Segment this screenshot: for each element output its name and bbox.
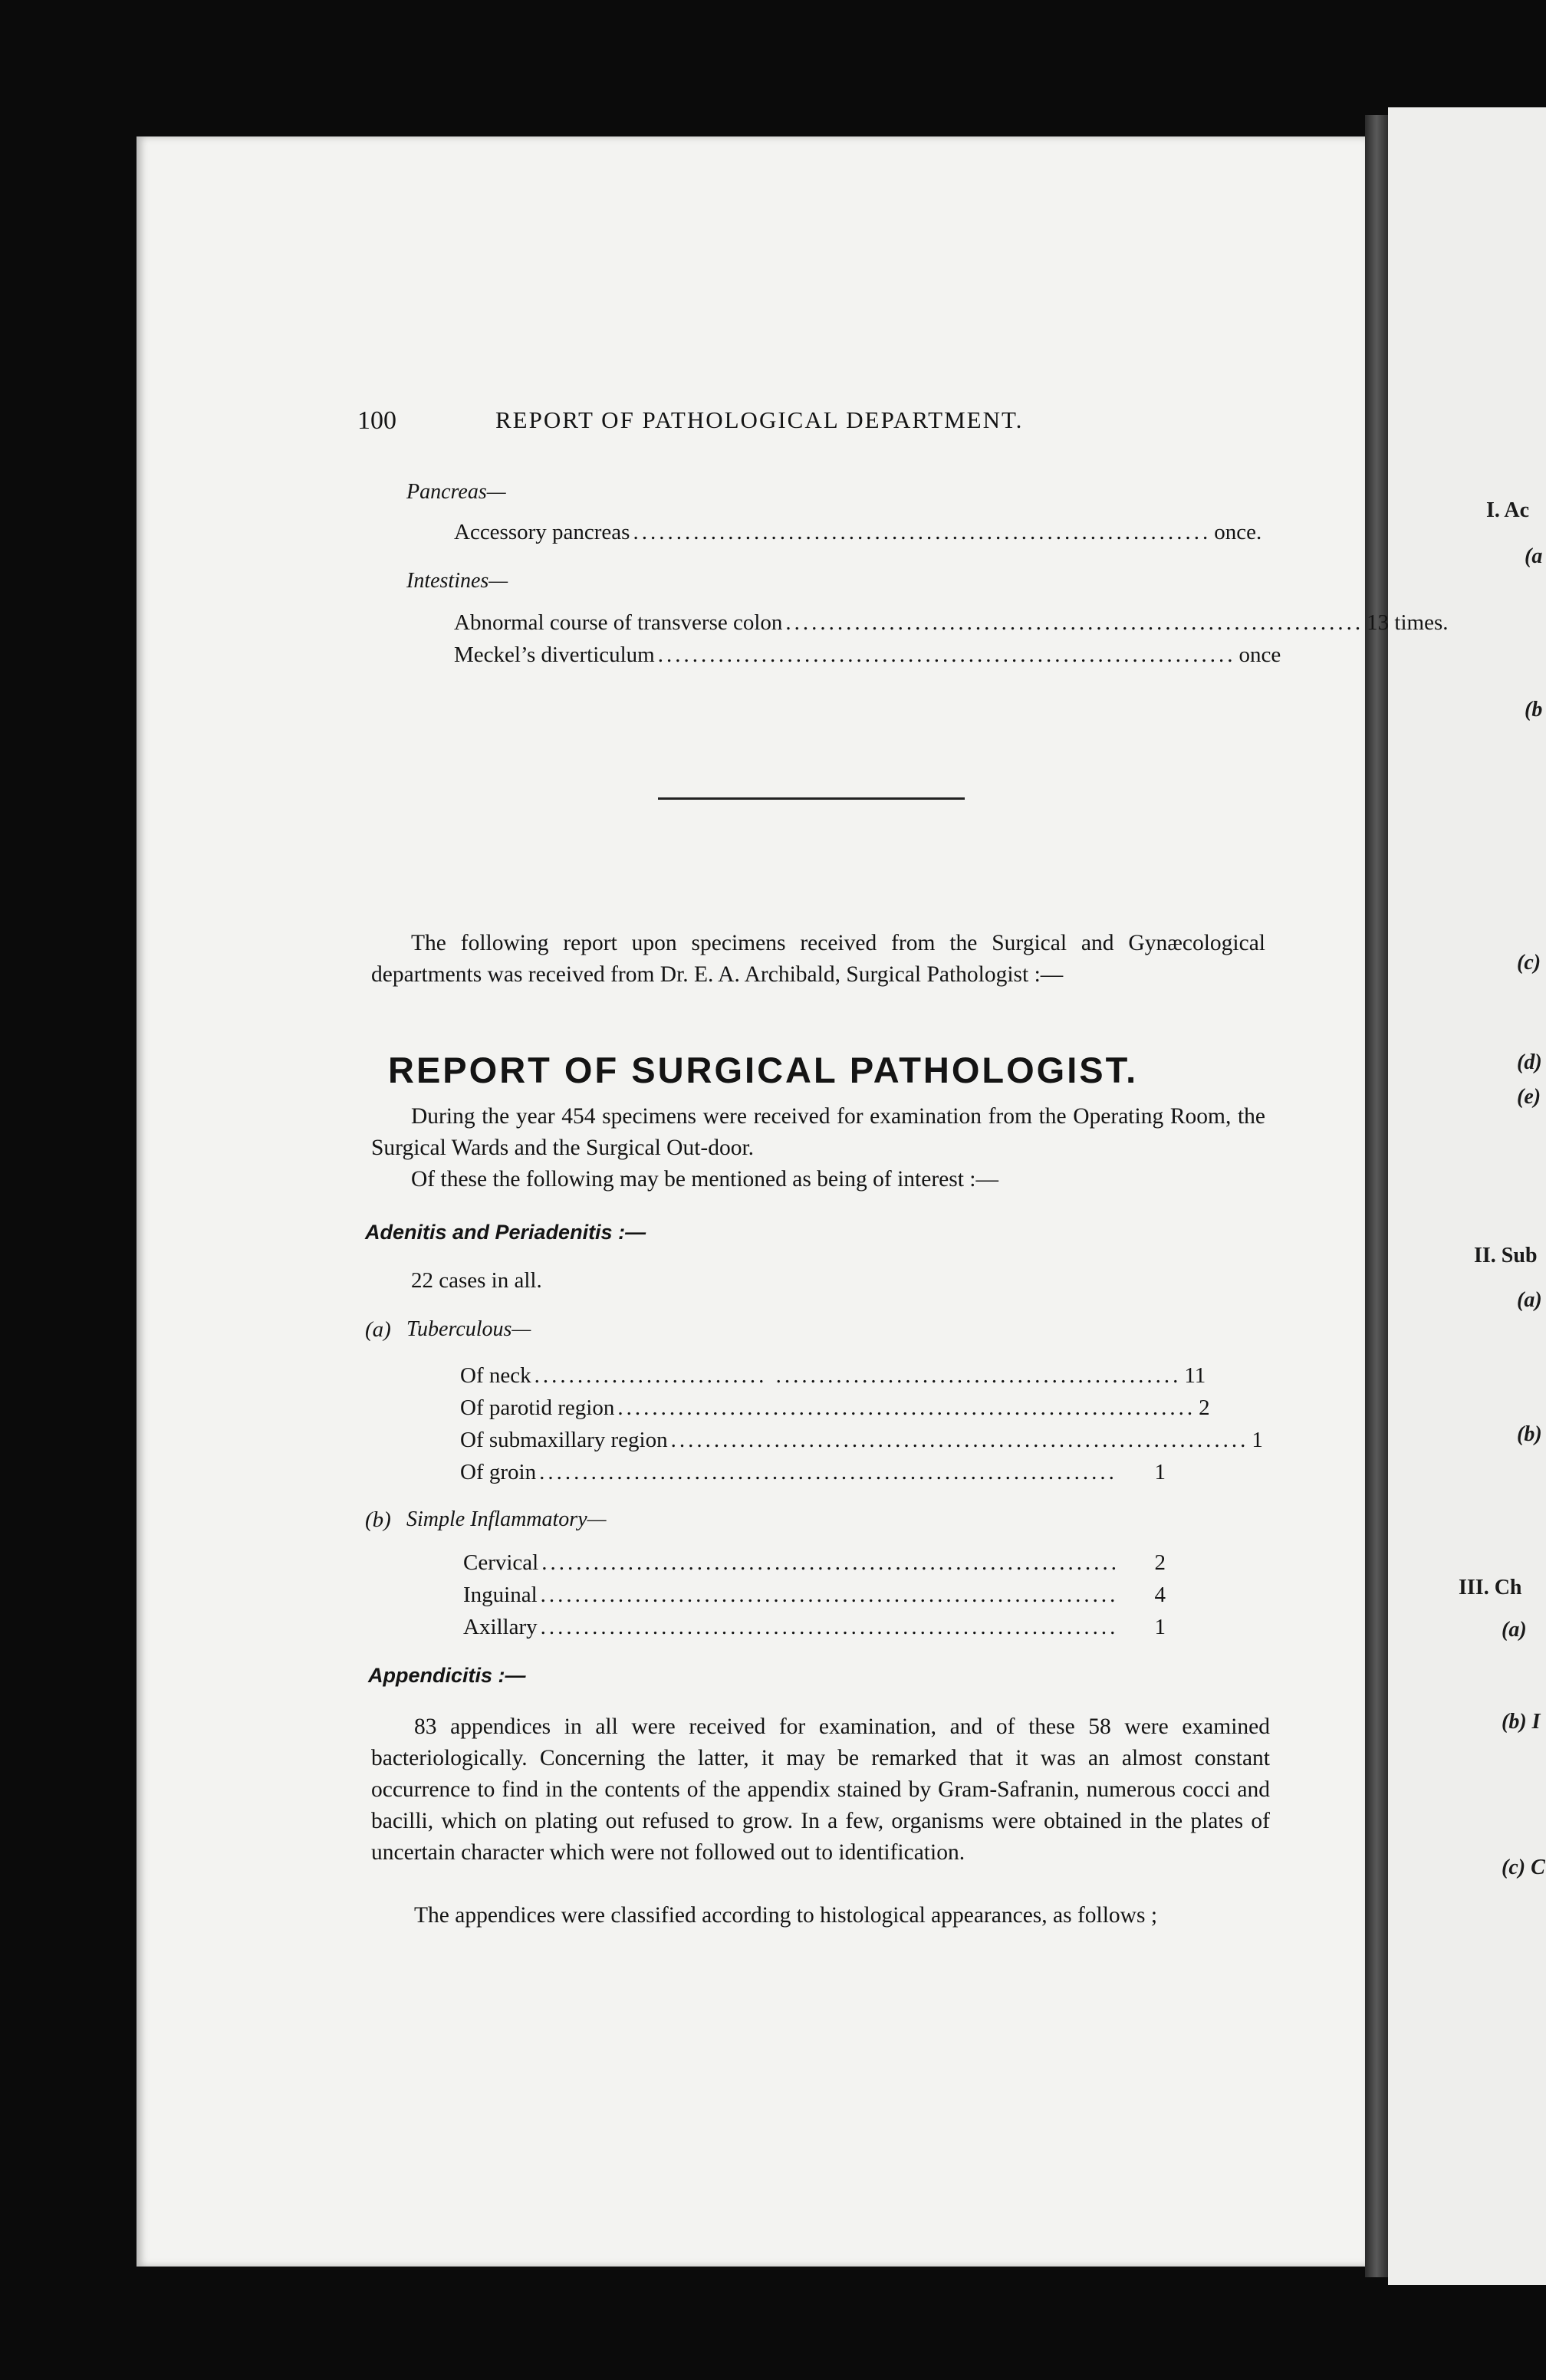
- report-title: REPORT OF SURGICAL PATHOLOGIST.: [388, 1050, 1139, 1090]
- running-title: REPORT OF PATHOLOGICAL DEPARTMENT.: [495, 406, 1024, 433]
- list-item: Abnormal course of transverse colon ................................................................... 13 times.: [454, 610, 1449, 635]
- facing-fragment: (e): [1517, 1085, 1541, 1109]
- facing-fragment: II. Sub: [1474, 1244, 1538, 1267]
- item-value: 1: [1252, 1428, 1263, 1452]
- case-total: 22 cases in all.: [411, 1268, 542, 1293]
- appendicitis-paragraph: The appendices were classified according to histological appearances, as follows ;: [414, 1903, 1158, 1928]
- subsection-marker: (a): [365, 1317, 391, 1342]
- subsection-marker: (b): [365, 1507, 391, 1532]
- facing-fragment: (a): [1502, 1618, 1527, 1642]
- item-value: 1: [1154, 1460, 1166, 1484]
- list-item: Of submaxillary region ................................................................... 1: [460, 1428, 1263, 1452]
- facing-fragment: (b: [1525, 698, 1543, 722]
- section-label-intestines: Intestines—: [406, 569, 508, 593]
- list-item: Of neck ........................... ............................................... 11: [460, 1363, 1206, 1388]
- item-value: 13 times.: [1367, 610, 1449, 635]
- list-item: Axillary ................................................................... 1: [463, 1615, 1166, 1639]
- item-value: 1: [1154, 1615, 1166, 1639]
- item-name: Of submaxillary region: [460, 1428, 668, 1452]
- facing-fragment: I. Ac: [1486, 498, 1529, 522]
- report-paragraph: Of these the following may be mentioned as being of interest :—: [411, 1167, 998, 1192]
- section-heading-appendicitis: Appendicitis :—: [368, 1664, 526, 1687]
- item-name: Of parotid region: [460, 1395, 615, 1420]
- section-heading-adenitis: Adenitis and Periadenitis :—: [365, 1221, 646, 1244]
- list-item: Accessory pancreas ................................................................... once.: [454, 520, 1262, 544]
- item-name: Abnormal course of transverse colon: [454, 610, 783, 635]
- item-name: Of neck: [460, 1363, 531, 1388]
- facing-fragment: (b) I: [1502, 1710, 1541, 1734]
- intro-paragraph: The following report upon specimens received from the Surgical and Gynæcological departments was received from Dr. E. A. Archibald, Surgical Pathologist :—: [371, 931, 1265, 987]
- facing-fragment: (c): [1517, 951, 1541, 975]
- facing-fragment: (d): [1517, 1050, 1542, 1074]
- item-value: once: [1238, 643, 1281, 667]
- list-item: Of groin ................................................................... 1: [460, 1460, 1166, 1484]
- item-name: Axillary: [463, 1615, 538, 1639]
- page-number: 100: [357, 406, 396, 435]
- facing-fragment: (b): [1517, 1422, 1542, 1446]
- item-name: Of groin: [460, 1460, 537, 1484]
- item-name: Inguinal: [463, 1583, 538, 1607]
- book-spine: [1365, 115, 1388, 2277]
- item-value: 11: [1184, 1363, 1206, 1388]
- facing-fragment: (a): [1517, 1288, 1542, 1312]
- subsection-label-inflammatory: Simple Inflammatory—: [406, 1507, 607, 1531]
- list-item: Inguinal ................................................................... 4: [463, 1583, 1166, 1607]
- item-value: 2: [1154, 1550, 1166, 1575]
- section-label-pancreas: Pancreas—: [406, 480, 506, 504]
- list-item: Cervical ................................................................... 2: [463, 1550, 1166, 1575]
- facing-fragment: III. Ch: [1459, 1576, 1522, 1599]
- subsection-label-tuberculous: Tuberculous—: [406, 1317, 531, 1341]
- facing-fragment: (a: [1525, 544, 1543, 568]
- item-name: Cervical: [463, 1550, 539, 1575]
- facing-fragment: (c) C: [1502, 1856, 1545, 1879]
- facing-page: [1388, 107, 1546, 2285]
- list-item: Meckel’s diverticulum ................................................................... once: [454, 643, 1281, 667]
- item-name: Accessory pancreas: [454, 520, 630, 544]
- item-value: once.: [1214, 520, 1262, 544]
- list-item: Of parotid region ................................................................... 2: [460, 1395, 1210, 1420]
- appendicitis-paragraph: 83 appendices in all were received for examination, and of these 58 were examined bacteriologically. Concerning the latter, it may be remarked that it was an almost constant occurrence to find in the contents of the appendix stained by Gram-Safranin, numerous cocci and bacilli, which on plating out refused to grow. In a few, organisms were obtained in the plates of uncertain character which were not followed out to identification.: [371, 1714, 1270, 1865]
- report-paragraph: During the year 454 specimens were received for examination from the Operating Room, the Surgical Wards and the Surgical Out-door.: [371, 1104, 1265, 1160]
- item-value: 2: [1199, 1395, 1210, 1420]
- section-divider: [658, 797, 965, 800]
- item-value: 4: [1154, 1583, 1166, 1607]
- item-name: Meckel’s diverticulum: [454, 643, 655, 667]
